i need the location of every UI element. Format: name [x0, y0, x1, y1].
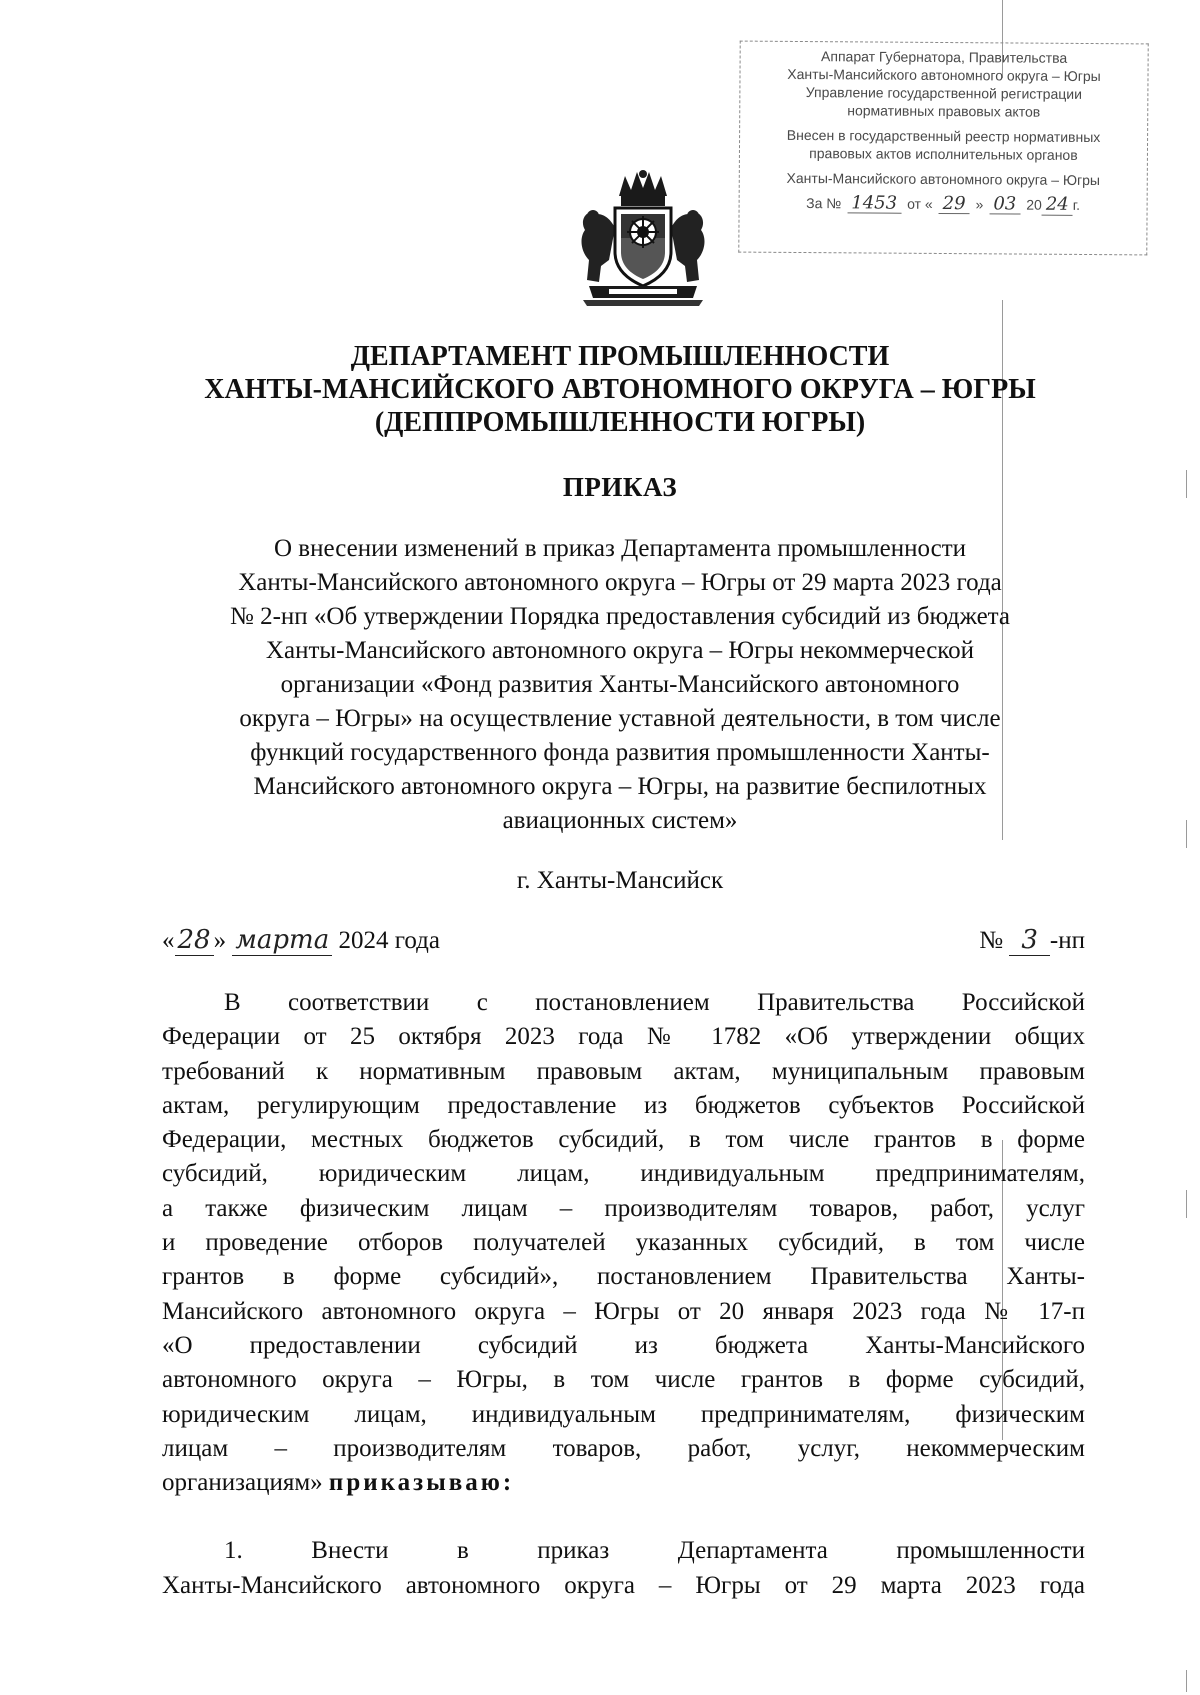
date-close-quote: »: [213, 927, 227, 954]
order-item-1: [162, 1534, 1085, 1603]
stamp-reg-year: 24: [1042, 194, 1073, 216]
body-line: Федерации, местных бюджетов субсидий, в том числе грантов в форме: [162, 1126, 1085, 1154]
scan-artifact-line: [1186, 1190, 1187, 1218]
subject-line: № 2-нп «Об утверждении Порядка предоставления субсидий из бюджета: [229, 603, 1011, 630]
stamp-authority-block: [746, 47, 1141, 122]
stamp-reg-day: 29: [939, 195, 970, 214]
stamp-reg-year-wrap: [1026, 193, 1081, 215]
stamp-reg-number: 1453: [847, 194, 901, 213]
body-line-last: [162, 1466, 1085, 1500]
subject-line: округа – Югры» на осуществление уставной деятельности, в том числе: [239, 705, 1001, 732]
stamp-registry-block: [746, 126, 1141, 190]
org-line: (ДЕППРОМЫШЛЕННОСТИ ЮГРЫ): [374, 407, 866, 438]
order-keyword: приказываю:: [328, 1469, 515, 1497]
subject-line: О внесении изменений в приказ Департамента промышленности: [274, 535, 966, 562]
body-line: субсидий, юридическим лицам, индивидуальным предпринимателям,: [162, 1160, 1085, 1188]
document-subject: [0, 532, 1200, 838]
subject-line: авиационных систем»: [502, 807, 738, 834]
khmao-coat-of-arms-icon: [569, 168, 717, 308]
org-line: ХАНТЫ-МАНСИЙСКОГО АВТОНОМНОГО ОКРУГА – ЮГРЫ: [204, 374, 1036, 405]
body-line: В соответствии с постановлением Правительства Российской: [224, 989, 1085, 1016]
body-line: автономного округа – Югры, в том числе грантов в форме субсидий,: [162, 1366, 1085, 1394]
stamp-line: Управление государственной регистрации: [805, 84, 1083, 102]
body-line: Федерации от 25 октября 2023 года № 1782 «Об утверждении общих: [162, 1023, 1085, 1051]
city-line: г. Ханты-Мансийск: [516, 867, 724, 894]
document-date: [162, 925, 440, 955]
stamp-reg-year-prefix: 20: [1026, 196, 1042, 213]
body-line: и проведение отборов получателей указанных субсидий, в том числе: [162, 1229, 1085, 1257]
body-line: Мансийского автономного округа – Югры от 20 января 2023 года № 17-п: [162, 1297, 1085, 1325]
organization-header: [0, 340, 1200, 439]
date-month: марта: [232, 925, 332, 956]
stamp-reg-year-suffix: г.: [1072, 196, 1081, 213]
stamp-line: Внесен в государственный реестр нормативных: [786, 126, 1101, 146]
preamble-paragraph: [162, 986, 1085, 1500]
stamp-line: нормативных правовых актов: [847, 102, 1041, 120]
body-line: грантов в форме субсидий», постановлением Правительства Ханты-: [162, 1263, 1085, 1291]
stamp-reg-prefix: За №: [806, 195, 842, 212]
body-line: «О предоставлении субсидий из бюджета Ханты-Мансийского: [162, 1331, 1085, 1359]
body-last-prefix: организациям»: [162, 1469, 323, 1497]
number-suffix: -нп: [1049, 927, 1085, 954]
stamp-reg-day-close: »: [975, 196, 984, 213]
stamp-line: Аппарат Губернатора, Правительства: [821, 48, 1068, 66]
stamp-reg-from: от «: [907, 195, 933, 212]
subject-line: Ханты-Мансийского автономного округа – Югры некоммерческой: [265, 637, 975, 664]
body-line: лицам – производителям товаров, работ, услуг, некоммерческим: [162, 1434, 1085, 1462]
date-number-row: [162, 925, 1085, 965]
subject-line: Мансийского автономного округа – Югры, на развитие беспилотных: [253, 773, 987, 800]
body-line: юридическим лицам, индивидуальным предпринимателям, физическим: [162, 1400, 1085, 1428]
registration-stamp: [738, 41, 1148, 256]
subject-line: Ханты-Мансийского автономного округа – Югры от 29 марта 2023 года: [238, 569, 1002, 596]
scan-artifact-line: [1186, 1670, 1187, 1692]
body-line: актам, регулирующим предоставление из бюджетов субъектов Российской: [162, 1091, 1085, 1119]
document-body: [162, 986, 1085, 1603]
document-type-title: ПРИКАЗ: [562, 472, 678, 502]
date-day: 28: [175, 925, 214, 956]
subject-line: функций государственного фонда развития промышленности Ханты-: [250, 739, 990, 766]
stamp-line: Ханты-Мансийского автономного округа – Югры: [787, 65, 1101, 85]
stamp-line: Ханты-Мансийского автономного округа – Югры: [786, 169, 1101, 189]
date-open-quote: «: [162, 927, 175, 954]
body-line: а также физическим лицам – производителям товаров, работ, услуг: [162, 1194, 1085, 1222]
document-number: [979, 925, 1085, 955]
item-line: 1. Внести в приказ Департамента промышленности: [224, 1537, 1085, 1565]
stamp-line: правовых актов исполнительных органов: [809, 145, 1078, 163]
org-line: ДЕПАРТАМЕНТ ПРОМЫШЛЕННОСТИ: [350, 341, 890, 372]
stamp-reg-month: 03: [989, 195, 1020, 214]
subject-line: организации «Фонд развития Ханты-Мансийского автономного: [280, 671, 960, 698]
number-prefix: №: [979, 927, 1004, 954]
body-line: требований к нормативным правовым актам, муниципальным правовым: [162, 1057, 1085, 1085]
number-value: 3: [1009, 925, 1050, 956]
item-line: Ханты-Мансийского автономного округа – Югры от 29 марта 2023 года: [162, 1571, 1085, 1599]
stamp-registration-row: [746, 194, 1141, 216]
date-year: 2024 года: [338, 927, 440, 954]
